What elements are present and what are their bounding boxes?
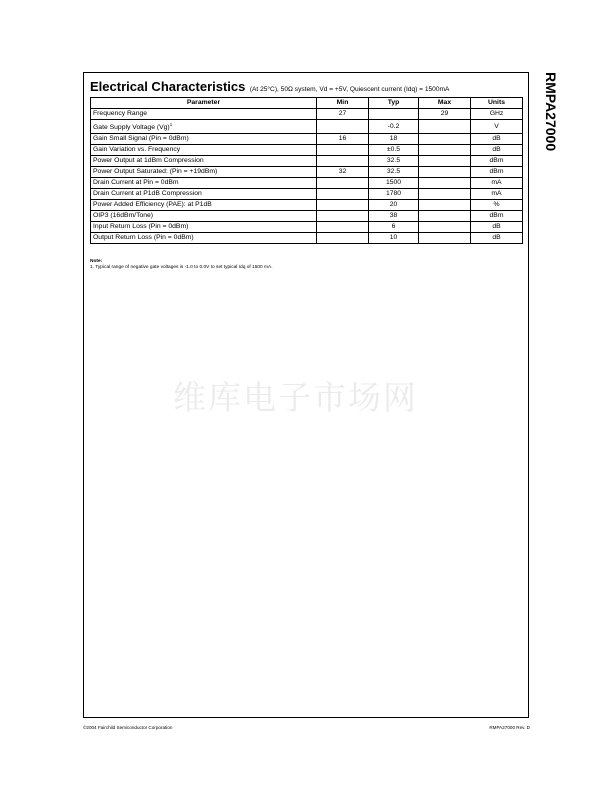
section-heading	[90, 78, 449, 96]
cell-units: dB	[471, 233, 523, 244]
cell-max	[419, 222, 471, 233]
table-row	[91, 211, 523, 222]
cell-param	[91, 222, 317, 233]
cell-max: 29	[419, 109, 471, 120]
cell-param	[91, 134, 317, 145]
cell-typ: -0.2	[369, 120, 419, 134]
cell-max	[419, 145, 471, 156]
cell-min	[317, 156, 369, 167]
cell-typ	[369, 109, 419, 120]
cell-max	[419, 156, 471, 167]
header-units: Units	[471, 98, 523, 109]
cell-param	[91, 120, 317, 134]
cell-typ: 38	[369, 211, 419, 222]
table-row	[91, 109, 523, 120]
cell-typ: 18	[369, 134, 419, 145]
cell-param	[91, 109, 317, 120]
test-conditions: (At 25°C), 50Ω system, Vd = +5V, Quiescent current (Idq) = 1500mA	[249, 86, 450, 93]
cell-param	[91, 200, 317, 211]
parameter-name: Output Return Loss (Pin = 0dBm)	[93, 234, 194, 241]
cell-units: %	[471, 200, 523, 211]
parameter-name: Power Added Efficiency (PAE): at P1dB	[93, 201, 212, 208]
header-typ: Typ	[369, 98, 419, 109]
table-row	[91, 134, 523, 145]
cell-typ: 32.5	[369, 156, 419, 167]
parameter-name: Gain Small Signal (Pin = 0dBm)	[93, 135, 189, 142]
cell-max	[419, 189, 471, 200]
table-row	[91, 189, 523, 200]
cell-min	[317, 233, 369, 244]
cell-units: dBm	[471, 211, 523, 222]
table-row	[91, 145, 523, 156]
parameter-name: Power Output Saturated: (Pin = +19dBm)	[93, 168, 218, 175]
parameter-name: Frequency Range	[93, 110, 148, 117]
cell-max	[419, 167, 471, 178]
side-part-number	[541, 72, 561, 162]
electrical-characteristics-table	[90, 97, 523, 244]
note-text: 1. Typical range of negative gate voltages is -1.0 to 0.0V to set typical Idq of 1500 mA.	[90, 265, 273, 270]
watermark: 维库电子市场网	[173, 378, 418, 417]
cell-units: dBm	[471, 156, 523, 167]
cell-param	[91, 167, 317, 178]
parameter-name: Drain Current at P1dB Compression	[93, 190, 202, 197]
cell-max	[419, 178, 471, 189]
table-note	[90, 259, 273, 271]
table-header-row	[91, 98, 523, 109]
cell-min	[317, 145, 369, 156]
cell-param	[91, 233, 317, 244]
cell-param	[91, 178, 317, 189]
cell-min	[317, 222, 369, 233]
header-parameter: Parameter	[91, 98, 317, 109]
cell-typ: ±0.5	[369, 145, 419, 156]
cell-min: 16	[317, 134, 369, 145]
table-row	[91, 233, 523, 244]
cell-min	[317, 200, 369, 211]
cell-param	[91, 156, 317, 167]
cell-param	[91, 211, 317, 222]
section-title: Electrical Characteristics	[90, 79, 246, 94]
cell-max	[419, 233, 471, 244]
table-row	[91, 222, 523, 233]
table-row	[91, 120, 523, 134]
note-title: Note:	[90, 259, 103, 264]
cell-max	[419, 211, 471, 222]
footer-revision: RMPA27000 Rev. D	[489, 725, 530, 730]
cell-units: mA	[471, 189, 523, 200]
parameter-name: Drain Current at Pin = 0dBm	[93, 179, 179, 186]
table-row	[91, 167, 523, 178]
cell-min: 32	[317, 167, 369, 178]
cell-min	[317, 178, 369, 189]
footnote-marker: 1	[169, 122, 173, 127]
cell-min	[317, 120, 369, 134]
cell-max	[419, 200, 471, 211]
table-row	[91, 156, 523, 167]
cell-min	[317, 189, 369, 200]
cell-typ: 1780	[369, 189, 419, 200]
cell-units: dB	[471, 134, 523, 145]
cell-max	[419, 134, 471, 145]
table-body	[91, 109, 523, 244]
cell-typ: 6	[369, 222, 419, 233]
parameter-name: Power Output at 1dBm Compression	[93, 157, 204, 164]
header-max: Max	[419, 98, 471, 109]
table-row	[91, 178, 523, 189]
cell-min	[317, 211, 369, 222]
cell-typ: 32.5	[369, 167, 419, 178]
footer-copyright: ©2004 Fairchild Semiconductor Corporation	[83, 725, 173, 730]
cell-units: dB	[471, 222, 523, 233]
header-min: Min	[317, 98, 369, 109]
cell-units: V	[471, 120, 523, 134]
parameter-name: OIP3 (16dBm/Tone)	[93, 212, 154, 219]
parameter-name: Input Return Loss (Pin = 0dBm)	[93, 223, 189, 230]
cell-units: dB	[471, 145, 523, 156]
side-part-number-text: RMPA27000	[543, 72, 559, 152]
parameter-name: Gain Variation vs. Frequency	[93, 146, 181, 153]
cell-units: GHz	[471, 109, 523, 120]
table-row	[91, 200, 523, 211]
cell-typ: 1500	[369, 178, 419, 189]
cell-param	[91, 189, 317, 200]
cell-units: dBm	[471, 167, 523, 178]
cell-typ: 10	[369, 233, 419, 244]
cell-min: 27	[317, 109, 369, 120]
cell-units: mA	[471, 178, 523, 189]
cell-typ: 20	[369, 200, 419, 211]
cell-max	[419, 120, 471, 134]
cell-param	[91, 145, 317, 156]
parameter-name: Gate Supply Voltage (Vg)	[93, 124, 170, 131]
